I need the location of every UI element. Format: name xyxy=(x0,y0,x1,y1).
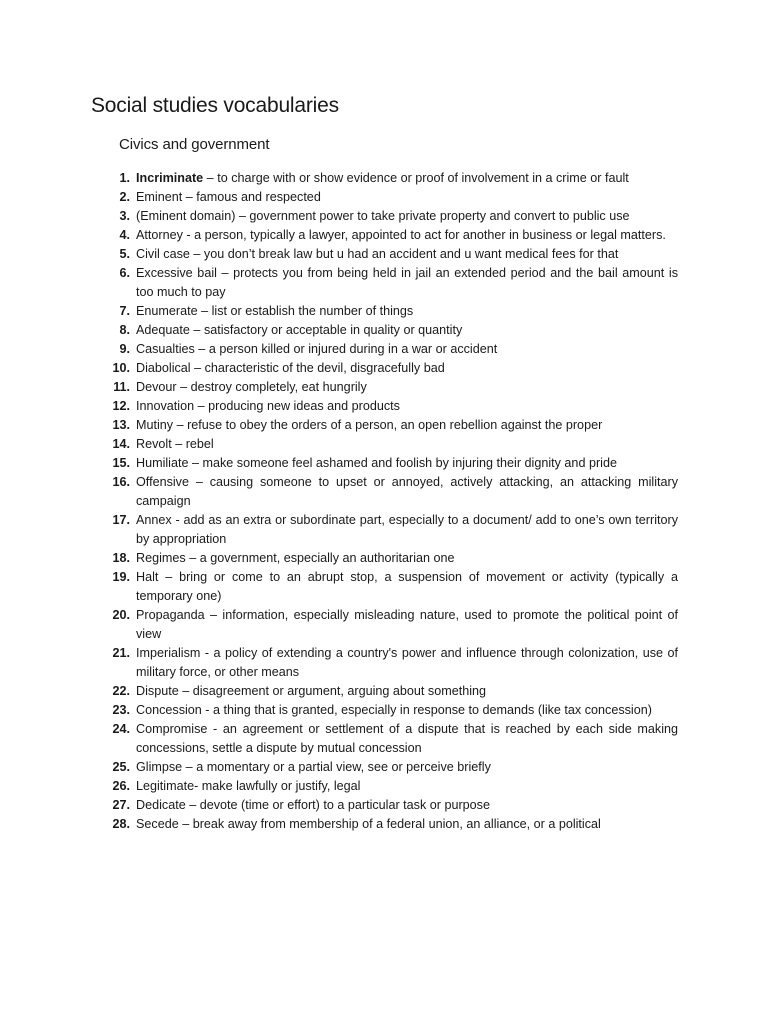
item-number: 18. xyxy=(112,551,130,565)
list-item xyxy=(108,226,678,245)
item-text xyxy=(136,378,678,397)
item-term: Annex xyxy=(136,513,172,527)
item-text xyxy=(136,454,678,473)
item-term: Enumerate xyxy=(136,304,198,318)
list-item xyxy=(108,473,678,511)
item-definition: – break away from membership of a federal union, an alliance, or a political xyxy=(178,817,601,831)
item-text xyxy=(136,815,678,834)
item-text xyxy=(136,568,678,606)
item-text xyxy=(136,169,678,188)
item-term: Incriminate xyxy=(136,171,204,185)
item-number: 19. xyxy=(112,570,130,584)
item-definition: – causing someone to upset or annoyed, actively attacking, an attacking military campaign xyxy=(136,475,678,508)
item-text xyxy=(136,549,678,568)
list-item xyxy=(108,264,678,302)
page-title: Social studies vocabularies xyxy=(91,94,339,117)
item-number: 2. xyxy=(119,190,130,204)
item-number: 8. xyxy=(119,323,130,337)
item-definition: – devote (time or effort) to a particular task or purpose xyxy=(185,798,490,812)
section-heading: Civics and government xyxy=(119,136,270,153)
item-text xyxy=(136,777,678,796)
item-number: 27. xyxy=(112,798,130,812)
list-item xyxy=(108,815,678,834)
list-item xyxy=(108,416,678,435)
item-text xyxy=(136,435,678,454)
item-definition: – a person killed or injured during in a war or accident xyxy=(194,342,498,356)
item-text xyxy=(136,416,678,435)
item-definition: – make someone feel ashamed and foolish by injuring their dignity and pride xyxy=(188,456,617,470)
item-number: 3. xyxy=(119,209,130,223)
item-definition: – protects you from being held in jail an extended period and the bail amount is too much to pay xyxy=(136,266,678,299)
item-definition: - add as an extra or subordinate part, especially to a document/ add to one’s own territory by appropriation xyxy=(136,513,678,546)
item-term: Offensive xyxy=(136,475,189,489)
item-definition: - a person, typically a lawyer, appointed to act for another in business or legal matters. xyxy=(182,228,666,242)
item-number: 17. xyxy=(112,513,130,527)
item-term: Dedicate xyxy=(136,798,186,812)
item-text xyxy=(136,720,678,758)
item-term: (Eminent domain) xyxy=(136,209,236,223)
item-text xyxy=(136,340,678,359)
item-term: Attorney xyxy=(136,228,183,242)
item-number: 24. xyxy=(112,722,130,736)
item-term: Humiliate xyxy=(136,456,189,470)
item-term: Compromise xyxy=(136,722,208,736)
item-definition: – disagreement or argument, arguing about something xyxy=(178,684,487,698)
item-term: Dispute xyxy=(136,684,179,698)
list-item xyxy=(108,796,678,815)
item-text xyxy=(136,511,678,549)
item-number: 28. xyxy=(112,817,130,831)
item-definition: – list or establish the number of things xyxy=(197,304,414,318)
item-definition: - a thing that is granted, especially in response to demands (like tax concession) xyxy=(201,703,652,717)
list-item xyxy=(108,682,678,701)
item-number: 14. xyxy=(112,437,130,451)
item-number: 10. xyxy=(112,361,130,375)
list-item xyxy=(108,169,678,188)
list-item xyxy=(108,777,678,796)
item-text xyxy=(136,207,678,226)
item-number: 9. xyxy=(119,342,130,356)
item-number: 1. xyxy=(119,171,130,185)
item-definition: – characteristic of the devil, disgracefully bad xyxy=(190,361,445,375)
item-definition: – destroy completely, eat hungrily xyxy=(176,380,367,394)
item-number: 4. xyxy=(119,228,130,242)
item-number: 26. xyxy=(112,779,130,793)
item-number: 16. xyxy=(112,475,130,489)
item-definition: – refuse to obey the orders of a person, an open rebellion against the proper xyxy=(173,418,603,432)
item-definition: – to charge with or show evidence or proof of involvement in a crime or fault xyxy=(203,171,629,185)
item-text xyxy=(136,397,678,416)
list-item xyxy=(108,245,678,264)
list-item xyxy=(108,644,678,682)
item-text xyxy=(136,606,678,644)
list-item xyxy=(108,397,678,416)
item-number: 25. xyxy=(112,760,130,774)
item-number: 6. xyxy=(119,266,130,280)
item-definition: – satisfactory or acceptable in quality or quantity xyxy=(189,323,463,337)
item-term: Casualties xyxy=(136,342,195,356)
list-item xyxy=(108,606,678,644)
item-term: Adequate xyxy=(136,323,190,337)
item-text xyxy=(136,796,678,815)
item-definition: - a policy of extending a country's power and influence through colonization, use of military force, or other means xyxy=(136,646,678,679)
item-definition: – rebel xyxy=(171,437,214,451)
list-item xyxy=(108,188,678,207)
item-definition: – producing new ideas and products xyxy=(194,399,400,413)
list-item xyxy=(108,758,678,777)
item-number: 11. xyxy=(113,380,130,394)
list-item xyxy=(108,302,678,321)
item-text xyxy=(136,188,678,207)
list-item xyxy=(108,568,678,606)
item-definition: - make lawfully or justify, legal xyxy=(194,779,361,793)
item-number: 23. xyxy=(112,703,130,717)
item-text xyxy=(136,473,678,511)
item-number: 15. xyxy=(112,456,130,470)
item-term: Concession xyxy=(136,703,202,717)
item-definition: – famous and respected xyxy=(182,190,321,204)
item-term: Civil case xyxy=(136,247,190,261)
item-text xyxy=(136,302,678,321)
item-definition: – you don’t break law but u had an accident and u want medical fees for that xyxy=(189,247,619,261)
item-text xyxy=(136,245,678,264)
item-term: Excessive bail xyxy=(136,266,217,280)
list-item xyxy=(108,511,678,549)
item-number: 20. xyxy=(112,608,130,622)
item-term: Propaganda xyxy=(136,608,205,622)
item-text xyxy=(136,359,678,378)
item-term: Imperialism xyxy=(136,646,201,660)
item-term: Legitimate xyxy=(136,779,195,793)
item-text xyxy=(136,321,678,340)
list-item xyxy=(108,435,678,454)
item-term: Halt xyxy=(136,570,159,584)
item-term: Secede xyxy=(136,817,179,831)
item-definition: – a momentary or a partial view, see or perceive briefly xyxy=(182,760,491,774)
list-item xyxy=(108,720,678,758)
item-term: Mutiny xyxy=(136,418,174,432)
item-term: Glimpse xyxy=(136,760,183,774)
vocabulary-list xyxy=(108,169,678,834)
item-text xyxy=(136,758,678,777)
item-definition: – bring or come to an abrupt stop, a suspension of movement or activity (typically a temporary one) xyxy=(136,570,678,603)
item-text xyxy=(136,644,678,682)
item-text xyxy=(136,226,678,245)
item-text xyxy=(136,701,678,720)
list-item xyxy=(108,340,678,359)
item-number: 7. xyxy=(119,304,130,318)
item-number: 12. xyxy=(112,399,130,413)
item-term: Devour xyxy=(136,380,177,394)
item-term: Regimes xyxy=(136,551,186,565)
item-number: 22. xyxy=(112,684,130,698)
item-text xyxy=(136,264,678,302)
item-number: 5. xyxy=(119,247,130,261)
item-definition: – government power to take private property and convert to public use xyxy=(235,209,630,223)
list-item xyxy=(108,549,678,568)
list-item xyxy=(108,701,678,720)
item-text xyxy=(136,682,678,701)
item-term: Innovation xyxy=(136,399,195,413)
item-term: Diabolical xyxy=(136,361,191,375)
item-definition: – information, especially misleading nature, used to promote the political point of view xyxy=(136,608,678,641)
item-number: 13. xyxy=(112,418,130,432)
list-item xyxy=(108,359,678,378)
item-term: Revolt xyxy=(136,437,172,451)
list-item xyxy=(108,378,678,397)
list-item xyxy=(108,207,678,226)
item-definition: - an agreement or settlement of a dispute that is reached by each side making concessions, settle a dispute by mutual concession xyxy=(136,722,678,755)
item-definition: – a government, especially an authoritarian one xyxy=(185,551,455,565)
list-item xyxy=(108,454,678,473)
item-number: 21. xyxy=(112,646,130,660)
item-term: Eminent xyxy=(136,190,183,204)
list-item xyxy=(108,321,678,340)
